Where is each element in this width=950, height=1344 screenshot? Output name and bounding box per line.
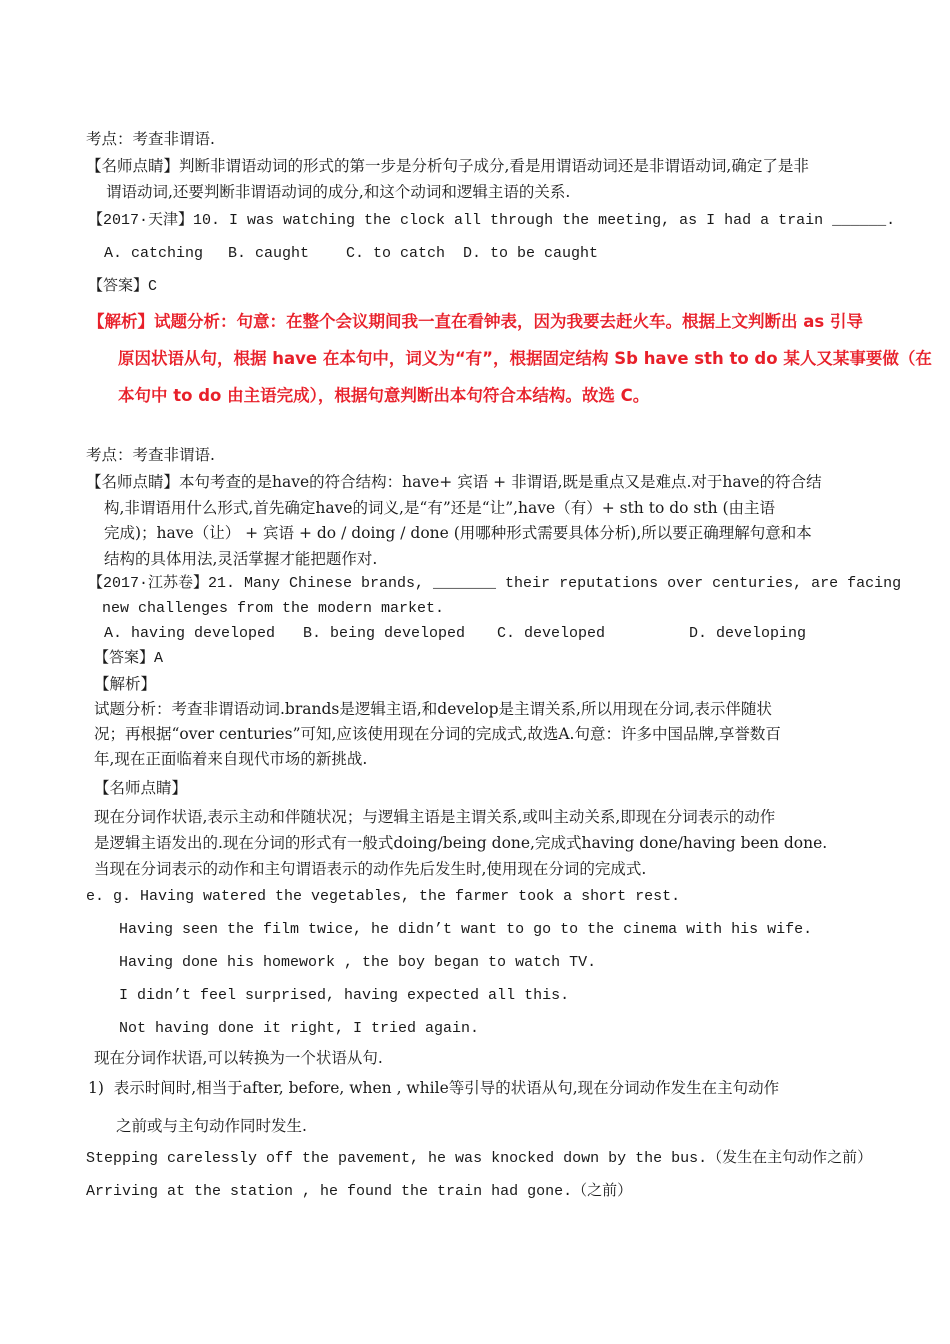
- kaodian-1: 考点：考查非谓语.: [86, 130, 215, 148]
- question-21-jiexi-label: 【解析】: [94, 675, 157, 693]
- question-21-analysis-line-1: 试题分析：考查非谓语动词.brands是逻辑主语,和develop是主谓关系,所以用现在分词,表示伴随状: [94, 700, 772, 718]
- mingshi-dianjing-2-line-4: 结构的具体用法,灵活掌握才能把题作对.: [104, 550, 378, 568]
- question-21-mingshi-line-3: 当现在分词表示的动作和主句谓语表示的动作先后发生时,使用现在分词的完成式.: [94, 860, 647, 878]
- question-10-option-d: D. to be caught: [463, 245, 599, 262]
- kaodian-2: 考点：考查非谓语.: [86, 446, 215, 464]
- question-10-analysis-line-2: 原因状语从句，根据 have 在本句中，词义为“有”，根据固定结构 Sb have sth to do 某人又某事要做（在: [118, 349, 932, 368]
- question-21-analysis-line-2: 况；再根据“over centuries”可知,应该使用现在分词的完成式,故选A.句意：许多中国品牌,享誉数百: [94, 725, 781, 743]
- question-21-mingshi-line-2: 是逻辑主语发出的.现在分词的形式有一般式doing/being done,完成式having done/having been done.: [94, 834, 828, 852]
- question-10-option-c: C. to catch: [346, 245, 446, 262]
- example-sentence-3: Having done his homework , the boy began to watch TV.: [119, 954, 597, 971]
- question-21-mingshi-label: 【名师点睛】: [94, 779, 188, 797]
- mingshi-dianjing-1-line-1: 【名师点睛】判断非谓语动词的形式的第一步是分析句子成分,看是用谓语动词还是非谓语动词,确定了是非: [86, 157, 809, 175]
- example-sentence-1: e. g. Having watered the vegetables, the farmer took a short rest.: [86, 888, 681, 905]
- tail-line-5: Arriving at the station , he found the train had gone.（之前）: [86, 1183, 633, 1200]
- tail-line-1: 现在分词作状语,可以转换为一个状语从句.: [94, 1049, 383, 1067]
- question-21-stem-line-2: new challenges from the modern market.: [102, 600, 445, 617]
- question-10-option-a: A. catching: [104, 245, 204, 262]
- question-10-analysis-line-3: 本句中 to do 由主语完成），根据句意判断出本句符合本结构。故选 C。: [118, 386, 650, 405]
- question-21-option-c: C. developed: [497, 625, 606, 642]
- question-21-option-b: B. being developed: [303, 625, 466, 642]
- example-sentence-4: I didn’t feel surprised, having expected all this.: [119, 987, 570, 1004]
- example-sentence-2: Having seen the film twice, he didn’t want to go to the cinema with his wife.: [119, 921, 813, 938]
- mingshi-dianjing-2-line-2: 构,非谓语用什么形式,首先确定have的词义,是“有”还是“让”,have（有）+ sth to do sth (由主语: [104, 499, 776, 517]
- question-21-stem-line-1: 【2017·江苏卷】21. Many Chinese brands, _______ their reputations over centuries, are facing: [88, 575, 902, 592]
- mingshi-dianjing-2-line-3: 完成)；have（让） + 宾语 + do / doing / done (用哪种形式需要具体分析),所以要正确理解句意和本: [104, 524, 812, 542]
- example-sentence-5: Not having done it right, I tried again.: [119, 1020, 480, 1037]
- question-21-mingshi-line-1: 现在分词作状语,表示主动和伴随状况；与逻辑主语是主谓关系,或叫主动关系,即现在分词表示的动作: [94, 808, 776, 826]
- question-10-option-b: B. caught: [228, 245, 310, 262]
- tail-line-4: Stepping carelessly off the pavement, he was knocked down by the bus.（发生在主句动作之前）: [86, 1150, 873, 1167]
- question-10-analysis-line-1: 【解析】试题分析：句意：在整个会议期间我一直在看钟表，因为我要去赶火车。根据上文判断出 as 引导: [88, 312, 863, 331]
- question-10-stem: 【2017·天津】10. I was watching the clock all through the meeting, as I had a train ______.: [88, 212, 896, 229]
- tail-line-2: 1) 表示时间时,相当于after, before, when , while等引导的状语从句,现在分词动作发生在主句动作: [88, 1079, 780, 1097]
- question-21-option-a: A. having developed: [104, 625, 276, 642]
- mingshi-dianjing-1-line-2: 谓语动词,还要判断非谓语动词的成分,和这个动词和逻辑主语的关系.: [106, 183, 571, 201]
- mingshi-dianjing-2-line-1: 【名师点睛】本句考查的是have的符合结构：have+ 宾语 + 非谓语,既是重点又是难点.对于have的符合结: [86, 473, 822, 491]
- question-21-option-d: D. developing: [689, 625, 807, 642]
- question-21-analysis-line-3: 年,现在正面临着来自现代市场的新挑战.: [94, 750, 368, 768]
- question-10-answer: 【答案】C: [88, 278, 158, 295]
- tail-line-3: 之前或与主句动作同时发生.: [116, 1117, 307, 1135]
- question-21-answer: 【答案】A: [94, 650, 164, 667]
